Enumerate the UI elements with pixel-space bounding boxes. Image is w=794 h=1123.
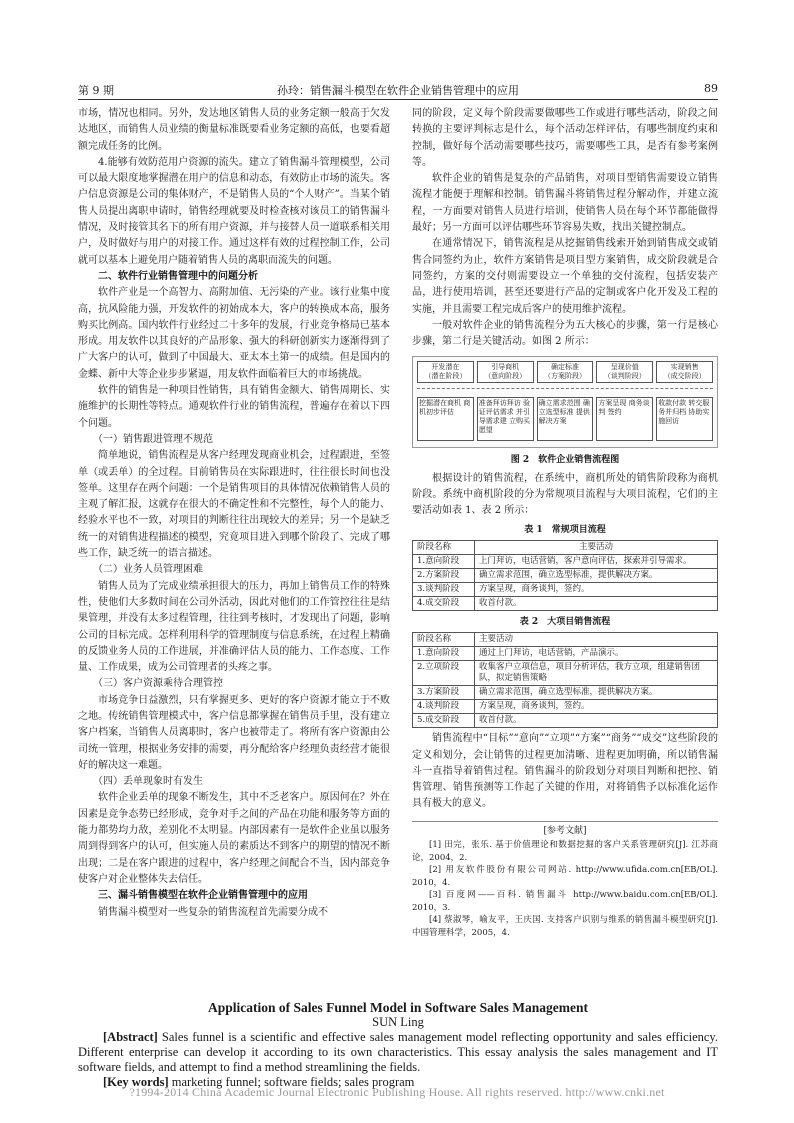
figure-activity-box: 准备拜访拜访 验证评估需求 并引导需求建 立购买愿望 — [477, 397, 534, 441]
references — [412, 821, 718, 940]
keywords-label: [Key words] — [103, 1075, 169, 1089]
figure-key-activities — [417, 397, 713, 441]
body-paragraph: 软件企业丢单的现象不断发生，其中不乏老客户。原因何在？外在因素是竞争态势已经形成，竞争对手之间的产品在功能和服务等方面的能力都势均力敌，差别化不太明显。内部因素有一是软件企业虽以服务周到得到客户的认可，但实施人员的素质达不到客户的期望的情况不断出现；二是在客户跟进的过程中，客户经理之间配合不当，因内部竞争使客户对企业整体失去信任。 — [78, 792, 390, 885]
table-header-cell: 阶段名称 — [413, 540, 475, 554]
stage-cell: 1.意向阶段 — [413, 647, 475, 661]
table1-caption: 表 1 常规项目流程 — [524, 524, 606, 535]
figure-step-stage: （谈判阶段） — [603, 372, 646, 381]
table-row — [413, 700, 718, 714]
table-row — [413, 661, 718, 686]
english-abstract — [78, 1000, 718, 1090]
body-paragraph: 简单地说，销售流程是从客户经理发现商业机会，过程跟进，至签单（或丢单）的全过程。目前销售员在实际跟进时，往往很长时间也没签单。这里存在两个问题：一个是销售项目的具体情况依赖销售人员的主观了解汇报，这就存在很大的不确定性和不完整性，每个人的能力、经验水平也不一致，对项目的判断往往出现较大的差异；另一个是缺乏统一的对销售进程描述的模型，究竟项目进入到哪个阶段了、完成了哪些工作，缺乏统一的语言描述。 — [78, 450, 390, 560]
figure-step-title: 确定标准 — [550, 363, 579, 372]
running-title: 孙玲：销售漏斗模型在软件企业销售管理中的应用 — [277, 84, 519, 97]
stage-cell: 2.立项阶段 — [413, 661, 475, 686]
figure-activity-box: 收款付款 转交服务并归档 协助实施回访 — [656, 397, 713, 441]
reference-list — [412, 839, 718, 939]
figure-step-title: 引导商机 — [491, 363, 520, 372]
activity-cell: 确立需求范围，确立选型标准，提供解决方案。 — [475, 568, 718, 582]
stage-cell: 4.成交阶段 — [413, 596, 475, 610]
page-number: 89 — [704, 82, 718, 95]
body-paragraph: 销售人员为了完成业绩承担很大的压力，再加上销售员工作的特殊性，使他们大多数时间在公司外活动，因此对他们的工作管控往往是结果管理，并没有太多过程管理，往往到考核时，才发现出了问题，影响公司的目标完成。怎样利用科学的管理制度与信息系统，在过程上精确的反馈业务人员的工作进展，并准确评估人员的能力、工作态度、工作量、工作成果，成为公司管理者的头疼之事。 — [78, 580, 390, 674]
figure-step-stage: （成交阶段） — [663, 372, 706, 381]
body-paragraph: 销售流程中“目标”“意向”“立项”“方案”“商务”“成交”这些阶段的定义和划分，会让销售的过程更加清晰、进程更加明确，所以销售漏斗一直指导着销售过程。销售漏斗的阶段划分对项目判断和把控、销售管理、销售预测等工作起了关键的作用，对将销售予以标准化运作具有极大的意义。 — [412, 733, 718, 810]
table-large-projects — [412, 632, 718, 728]
body-paragraph: 同的阶段，定义每个阶段需要做哪些工作或进行哪些活动，阶段之间转换的主要评判标志是什么，每个活动怎样评估，有哪些制度约束和控制，做好每个活动需要哪些技巧，需要哪些工具，是否有参考案例等。 — [412, 108, 718, 168]
figure-activity-box: 确立需求范围 确立选型标准 提供解决方案 — [537, 397, 594, 441]
table-header-row — [413, 633, 718, 647]
body-paragraph: 销售漏斗模型对一些复杂的销售流程首先需要分成不 — [98, 906, 328, 918]
table-row — [413, 582, 718, 596]
body-paragraph: 4.能够有效防范用户资源的流失。建立了销售漏斗管理模型，公司可以最大限度地掌握潜在用户的信息和动态，有效防止市场的流失。客户信息资源是公司的集体财产，不是销售人员的“个人财产”。当某个销售人员提出离职申请时，销售经理就要及时检查核对该员工的销售漏斗情况，及时接管其名下的所有用户资源，并与接替人员一道联系相关用户，及时做好与用户的对接工作。通过这样有效的过程控制工作，公司就可以基本上避免用户随着销售人员的离职而流失的问题。 — [78, 156, 390, 266]
stage-cell: 1.意向阶段 — [413, 554, 475, 568]
figure-caption: 图 2 软件企业销售流程图 — [510, 455, 620, 466]
issue-number: 第 9 期 — [78, 84, 114, 97]
table-regular-projects — [412, 540, 718, 611]
sales-process-figure — [412, 356, 718, 448]
left-column — [78, 106, 390, 921]
figure-step-stage: （意向阶段） — [484, 372, 527, 381]
table-header-cell: 主要活动 — [475, 540, 718, 554]
running-header — [78, 78, 718, 100]
stage-cell: 4.谈判阶段 — [413, 700, 475, 714]
right-column-mid — [412, 471, 718, 520]
activity-cell: 确立需求范围，确立选型标准，提供解决方案。 — [475, 686, 718, 700]
body-paragraph: 软件企业的销售是复杂的产品销售，对项目型销售需要设立销售流程才能便于理解和控制。销售漏斗将销售过程分解动作，并建立流程，一方面要对销售人员进行培训，使销售人员在每个环节都能做得最好；另一方面可以评估哪些环节容易失败，找出关键控制点。 — [412, 173, 718, 234]
table-row — [413, 554, 718, 568]
reference-item: [4] 蔡淑琴，喻友平，王庆国. 支持客户识别与维系的销售漏斗模型研究[J]. 中国管理科学，2005，4. — [412, 915, 718, 938]
english-author: SUN Ling — [372, 1015, 424, 1029]
reference-item: [2] 用友软件股份有限公司网站. http://www.ufida.com.cn[EB/OL]. 2010，4. — [412, 865, 718, 888]
activity-cell: 收首付款。 — [475, 596, 718, 610]
table-row — [413, 596, 718, 610]
figure-connector — [417, 388, 713, 389]
right-column-top — [412, 106, 718, 350]
figure-step-stage: （方案阶段） — [543, 372, 586, 381]
table-row — [413, 647, 718, 661]
figure-step-title: 实现销售 — [670, 363, 699, 372]
body-paragraph: 市场竞争日益激烈，只有掌握更多、更好的客户资源才能立于不败之地。传统销售管理模式中，客户信息都掌握在销售员手里，没有建立客户档案，当销售人员离职时，客户也被带走了。将所有客户资源由公司统一管理，根据业务安排的需要，再分配给客户经理负责经营才能很好的解决这一难题。 — [78, 694, 390, 771]
figure-step-box — [477, 361, 534, 383]
activity-cell: 方案呈现，商务谈判，签约。 — [475, 700, 718, 714]
figure-core-steps — [417, 361, 713, 383]
reference-item: [1] 田完，张乐. 基于价值理论和数据挖掘的客户关系管理研究[J]. 江苏商论，2004，2. — [412, 840, 718, 863]
activity-cell: 方案呈现，商务谈判，签约。 — [475, 582, 718, 596]
activity-cell: 上门拜访，电话营销，客户意向评估，探索并引导需求。 — [475, 554, 718, 568]
table-header-row — [413, 540, 718, 554]
right-column-bottom — [412, 731, 718, 812]
stage-cell: 5.成交阶段 — [413, 714, 475, 728]
activity-cell: 收首付款。 — [475, 714, 718, 728]
body-paragraph: 市场，情况也相同。另外，发达地区销售人员的业务定额一般高于欠发达地区，而销售人员业绩的衡量标准既要看业务定额的高低，也要看超额完成任务的比例。 — [78, 108, 390, 152]
references-title: [参考文献] — [543, 825, 587, 836]
section-heading: 三、漏斗销售模型在软件企业销售管理中的应用 — [98, 890, 308, 902]
table-row — [413, 686, 718, 700]
subsection-heading: （四）丢单现象时有发生 — [93, 776, 203, 788]
abstract-label: [Abstract] — [103, 1030, 158, 1044]
subsection-heading: （三）客户资源乘待合理管控 — [93, 678, 223, 690]
figure-step-box — [417, 361, 474, 383]
figure-step-box — [537, 361, 594, 383]
section-heading: 二、软件行业销售管理中的问题分析 — [98, 270, 258, 282]
keywords-text: marketing funnel; software fields; sales program — [168, 1075, 415, 1089]
table-row — [413, 714, 718, 728]
figure-step-box — [596, 361, 653, 383]
abstract-text: Sales funnel is a scientific and effective sales management model reflecting opportunity and sales efficiency. Different enterprise can develop it according to its own characteristics. This essay analysis the sales management and IT software fields, and attempt to find a method streamlining the fields. — [78, 1030, 718, 1074]
figure-activity-box: 挖掘潜在商机 商机初步评估 — [417, 397, 474, 441]
stage-cell: 3.谈判阶段 — [413, 582, 475, 596]
figure-step-box — [656, 361, 713, 383]
figure-step-stage: （潜在阶段） — [424, 372, 467, 381]
table-row — [413, 568, 718, 582]
body-paragraph: 一般对软件企业的销售流程分为五大核心的步骤，第一行是核心步骤，第二行是关键活动。如图 2 所示： — [412, 319, 718, 348]
abstract-paragraph — [78, 1030, 718, 1075]
figure-activity-box: 方案呈现 商务谈判 签约 — [596, 397, 653, 441]
reference-item: [3] 百度网——百科. 销售漏斗 http://www.baidu.com.cn[EB/OL]. 2010，3. — [412, 890, 718, 913]
body-paragraph: 软件产业是一个高智力、高附加值、无污染的产业。该行业集中度高，抗风险能力强，开发软件的初始成本大，客户的转换成本高，服务购买比例高。国内软件行业经过二十多年的发展，行业竞争格局已基本形成。用友软件以其良好的产品形象、强大的科研创新实力逐渐得到了广大客户的认可，做到了中国最大、亚太本土第一的成绩。但是国内的金蝶、新中大等企业步步紧逼，用友软件面临着巨大的市场挑战。 — [78, 287, 390, 380]
body-paragraph: 软件的销售是一种项目性销售，具有销售金额大、销售周期长、实施维护的长期性等特点。通观软件行业的销售流程，普遍存在着以下四个问题。 — [78, 385, 390, 429]
subsection-heading: （二）业务人员管理困难 — [93, 564, 203, 576]
figure-step-title: 呈现价值 — [610, 363, 639, 372]
body-paragraph: 根据设计的销售流程，在系统中，商机所处的销售阶段称为商机阶段。系统中商机阶段的分为常规项目流程与大项目流程，它们的主要活动如表 1、表 2 所示： — [412, 472, 718, 517]
right-column — [412, 106, 718, 939]
figure-step-title: 开发潜在 — [431, 363, 460, 372]
table-header-cell: 主要活动 — [475, 633, 718, 647]
stage-cell: 2.方案阶段 — [413, 568, 475, 582]
stage-cell: 3.方案阶段 — [413, 686, 475, 700]
table-header-cell: 阶段名称 — [413, 633, 475, 647]
activity-cell: 通过上门拜访，电话营销，产品演示。 — [475, 647, 718, 661]
table2-caption: 表 2 大项目销售流程 — [519, 616, 611, 627]
subsection-heading: （一）销售跟进管理不规范 — [93, 433, 213, 445]
body-paragraph: 在通常情况下，销售流程是从挖掘销售线索开始到销售成交或销售合同签约为止，软件方案销售是项目型方案销售，成交阶段就是合同签约，方案的交付则需要设立一个单独的交付流程，包括安装产品，进行使用培训，甚至还要进行产品的定制或客户化开发及工程的实施，并且需要工程完成后客户的使用维护流程。 — [412, 238, 718, 315]
activity-cell: 收集客户立项信息，项目分析评估，我方立项，组建销售团队，拟定销售策略 — [475, 661, 718, 686]
english-title: Application of Sales Funnel Model in Software Sales Management — [207, 1000, 588, 1015]
copyright-footer: ?1994-2014 China Academic Journal Electronic Publishing House. All rights reserved. http://www.cnki.net — [129, 1085, 665, 1099]
